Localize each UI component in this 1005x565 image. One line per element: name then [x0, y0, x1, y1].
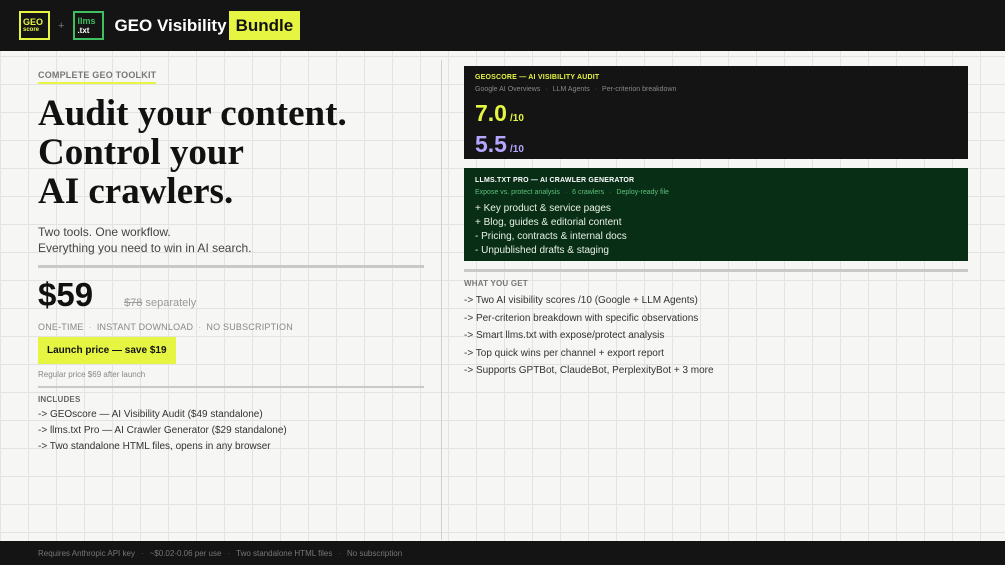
footer-item: Requires Anthropic API key: [38, 548, 135, 558]
divider: [38, 265, 424, 268]
footer-item: Two standalone HTML files: [236, 548, 333, 558]
headline-line-2: Control your: [38, 132, 244, 173]
column-divider: [441, 60, 442, 540]
list-item: -> Top quick wins per channel + export report: [464, 347, 664, 359]
llms-card: [464, 168, 968, 261]
plus-icon: +: [58, 19, 65, 32]
subtitle-line-1: Two tools. One workflow.: [38, 225, 171, 239]
launch-price-button[interactable]: Launch price — save $19: [38, 337, 176, 364]
list-item: -> Two AI visibility scores /10 (Google + LLM Agents): [464, 295, 698, 306]
footer-item: No subscription: [347, 548, 403, 558]
tag: Google AI Overviews: [475, 86, 541, 93]
tag: Per-criterion breakdown: [602, 86, 677, 93]
score-llm: [475, 131, 957, 158]
geoscore-card-tags: [475, 86, 957, 93]
original-price-suffix: separately: [142, 297, 197, 309]
bundle-badge: Bundle: [229, 11, 301, 40]
tag-separator: ·: [564, 189, 568, 196]
subtitle: [38, 224, 424, 256]
meta-no-subscription: NO SUBSCRIPTION: [206, 322, 293, 332]
what-you-get-list: [464, 292, 968, 380]
meta-separator: ·: [198, 322, 202, 332]
headline-line-1: Audit your content.: [38, 93, 347, 134]
tag-separator: ·: [594, 86, 598, 93]
footer-separator: ·: [140, 548, 144, 558]
tag-separator: ·: [545, 86, 548, 93]
geoscore-card: [464, 66, 968, 159]
tag-separator: ·: [609, 189, 612, 196]
footer-bar: [0, 541, 1005, 565]
meta-separator: ·: [88, 322, 92, 332]
tag: 6 crawlers: [572, 189, 605, 196]
geoscore-logo-line2: score: [23, 27, 40, 33]
list-item: - Unpublished drafts & staging: [475, 245, 609, 256]
list-item: -> Smart llms.txt with expose/protect analysis: [464, 330, 665, 341]
geoscore-card-title: GEOSCORE — AI VISIBILITY AUDIT: [475, 74, 600, 81]
score-denominator: /10: [509, 144, 524, 155]
list-item: -> GEOscore — AI Visibility Audit ($49 standalone): [38, 409, 263, 420]
list-item: + Blog, guides & editorial content: [475, 217, 622, 228]
brand-title: GEO Visibility: [114, 15, 227, 35]
list-item: -> Per-criterion breakdown with specific observations: [464, 312, 699, 324]
llms-logo: [73, 11, 104, 40]
tag: LLM Agents: [552, 86, 590, 93]
score-value: 7.0: [475, 100, 507, 126]
list-item: - Pricing, contracts & internal docs: [475, 231, 627, 242]
regular-price-note: Regular price $69 after launch: [38, 370, 146, 379]
list-item: + Key product & service pages: [475, 203, 611, 214]
original-price-value: $78: [124, 297, 143, 309]
llms-logo-line2: .txt: [77, 26, 90, 35]
price-row: [38, 276, 424, 314]
footer-item: ~$0.02-0.06 per use: [149, 548, 222, 558]
crawler-rules-list: [475, 202, 957, 258]
llms-card-title: LLMS.TXT PRO — AI CRAWLER GENERATOR: [475, 177, 635, 184]
geoscore-logo: [19, 11, 50, 40]
price: $59: [38, 276, 94, 313]
headline-line-3: AI crawlers.: [38, 171, 234, 212]
llms-logo-line1: llms: [77, 16, 96, 26]
geoscore-logo-line1: GEO: [23, 17, 44, 27]
right-column: [464, 66, 968, 380]
divider: [38, 386, 424, 388]
what-you-get-title: WHAT YOU GET: [464, 279, 528, 288]
purchase-meta: [38, 322, 424, 332]
list-item: -> llms.txt Pro — AI Crawler Generator ($29 standalone): [38, 425, 287, 436]
subtitle-line-2: Everything you need to win in AI search.: [38, 241, 252, 255]
list-item: -> Supports GPTBot, ClaudeBot, PerplexityBot + 3 more: [464, 365, 714, 376]
footer-separator: ·: [227, 548, 231, 558]
original-price: [124, 297, 196, 309]
meta-instant-download: INSTANT DOWNLOAD: [96, 322, 194, 332]
includes-title: INCLUDES: [38, 395, 81, 404]
llms-card-tags: [475, 189, 957, 196]
tag: Deploy-ready file: [616, 189, 669, 196]
top-bar: [0, 0, 1005, 51]
list-item: -> Two standalone HTML files, opens in any browser: [38, 441, 271, 452]
page-headline: [38, 94, 424, 211]
divider: [464, 269, 968, 272]
includes-list: [38, 407, 424, 455]
score-denominator: /10: [509, 113, 524, 124]
left-column: [38, 65, 424, 455]
meta-one-time: ONE-TIME: [38, 322, 84, 332]
kicker-label: COMPLETE GEO TOOLKIT: [38, 70, 156, 84]
footer-separator: ·: [338, 548, 342, 558]
score-google: [475, 100, 957, 127]
tag: Expose vs. protect analysis: [475, 189, 560, 196]
score-value: 5.5: [475, 131, 507, 157]
